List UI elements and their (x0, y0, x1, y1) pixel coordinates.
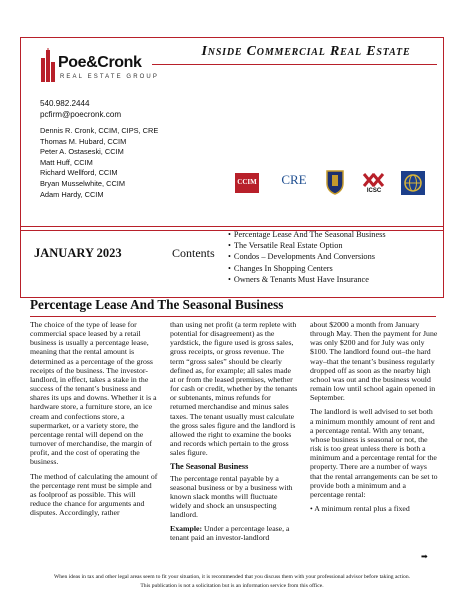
company-logo (40, 48, 159, 96)
phone-number: 540.982.2444 (40, 99, 90, 108)
issue-date: JANUARY 2023 (34, 246, 122, 260)
paragraph: The choice of the type of lease for commercial space leased by a retail business is usually a percentage lease, meaning that the rental amount is determined as a percentage of the gross receipts of the business. The investor-landlord, in effect, takes a stake in the success of the tenant’s business and shares its ups and downs. Whether it is a hardware store, a furniture store, an ice cream and confections store, a supermarket, or a variety store, the percentage rental will depend on the turnover of merchandise, the margin of profit, and the cost of operating the business. (30, 320, 157, 467)
headline-rule (30, 316, 436, 317)
logo-name: Poe&Cronk (58, 54, 142, 71)
email-address: pcfirm@poecronk.com (40, 110, 122, 119)
logo-tagline: REAL ESTATE GROUP (60, 74, 159, 80)
paragraph: than using net profit (a term replete with potential for disagreement) as the yardstick, the figure used is gross sales, gross receipts, or gross revenue. The term “gross sales” should be clearly defined as, for example; all sales made at or from the leased premises, whether for cash or credit, whether by the tenants or subtenants, minus refunds for returned merchandise and minus sales taxes. The tenant usually must calculate the gross sales figure and the landlord is allowed the right to examine the books and records which pertain to the gross sales figure. (170, 320, 298, 458)
bullet-text: A minimum rental plus a fixed (314, 503, 410, 513)
person-name: Thomas M. Hubard, CCIM (40, 136, 127, 146)
person-name: Dennis R. Cronk, CCIM, CIPS, CRE (40, 126, 159, 135)
skyline-icon (40, 48, 58, 82)
paragraph: about $2000 a month from January through May. Then the payment for June was only $200 and for July was only $100. The landlord found out–the hard way–that the tenant’s business regularly dropped off as soon as the nearby high school was out and the business would remain low until school again opened in September. (310, 320, 438, 403)
paragraph: The method of calculating the amount of the percentage rent must be simple and as foolproof as possible. This will reduce the chance for arguments and disputes. Accordingly, rather (30, 471, 158, 518)
contents-item[interactable]: • Condos – Developments And Conversions (228, 251, 386, 262)
person-name: Richard Wellford, CCIM (40, 168, 118, 178)
icsc-logo (360, 172, 388, 198)
contents-item[interactable]: • Owners & Tenants Must Have Insurance (228, 274, 386, 285)
icsc-logo-text: ICSC (366, 188, 382, 194)
crest-icon (324, 168, 346, 196)
crest-logo (324, 168, 346, 196)
contents-list (228, 229, 386, 285)
newsletter-title: Inside Commercial Real Estate (201, 44, 411, 59)
title-rule (152, 64, 437, 65)
globe-icon (400, 170, 426, 196)
contents-item[interactable]: • Percentage Lease And The Seasonal Business (228, 229, 386, 240)
footer-notice: This publication is not a solicitation but is an information service from this office. (140, 583, 324, 589)
cre-logo-text: CRE (281, 172, 307, 187)
paragraph: The landlord is well advised to set both a minimum monthly amount of rent and a percentage rental. With any tenant, whose business is seasonal or not, the risk is too great unless there is both a minimum and a percentage rental for the property. There are a number of ways that the rental arrangements can be set to provide both a minimum and a percentage rental: (310, 407, 438, 499)
ccim-logo-text: CCIM (237, 178, 257, 186)
contents-item[interactable]: • The Versatile Real Estate Option (228, 240, 386, 251)
person-name: Adam Hardy, CCIM (40, 189, 104, 199)
person-name: Peter A. Ostaseski, CCIM (40, 147, 124, 157)
article-column-3 (310, 320, 438, 518)
paragraph: The percentage rental payable by a seasonal business or by a business with known slack months will fluctuate widely and shock an unsuspecting landlord. (170, 473, 293, 520)
contents-item[interactable]: • Changes In Shopping Centers (228, 263, 386, 274)
person-name: Bryan Musselwhite, CCIM (40, 178, 126, 188)
article-column-2 (170, 320, 298, 548)
subheading: The Seasonal Business (170, 462, 249, 472)
example-text: Under a percentage lease, a tenant paid an investor-landlord (170, 524, 290, 543)
icsc-mark-icon (360, 172, 388, 188)
bullet-item: • A minimum rental plus a fixed (310, 503, 410, 513)
people-list (40, 126, 158, 200)
example-label: Example: (170, 524, 203, 534)
example-paragraph (170, 524, 298, 542)
globe-logo (400, 170, 426, 196)
article-headline: Percentage Lease And The Seasonal Business (30, 297, 284, 312)
ccim-logo (235, 173, 259, 193)
article-column-1 (30, 320, 158, 522)
continue-arrow-icon: ➡ (421, 552, 428, 561)
person-name: Matt Huff, CCIM (40, 157, 93, 167)
footer-disclaimer: When ideas in tax and other legal areas seem to fit your situation, it is recommended that you discuss them with your professional advisor before taking action. (53, 574, 411, 580)
cre-logo (279, 170, 309, 194)
contents-label: Contents (172, 246, 215, 260)
